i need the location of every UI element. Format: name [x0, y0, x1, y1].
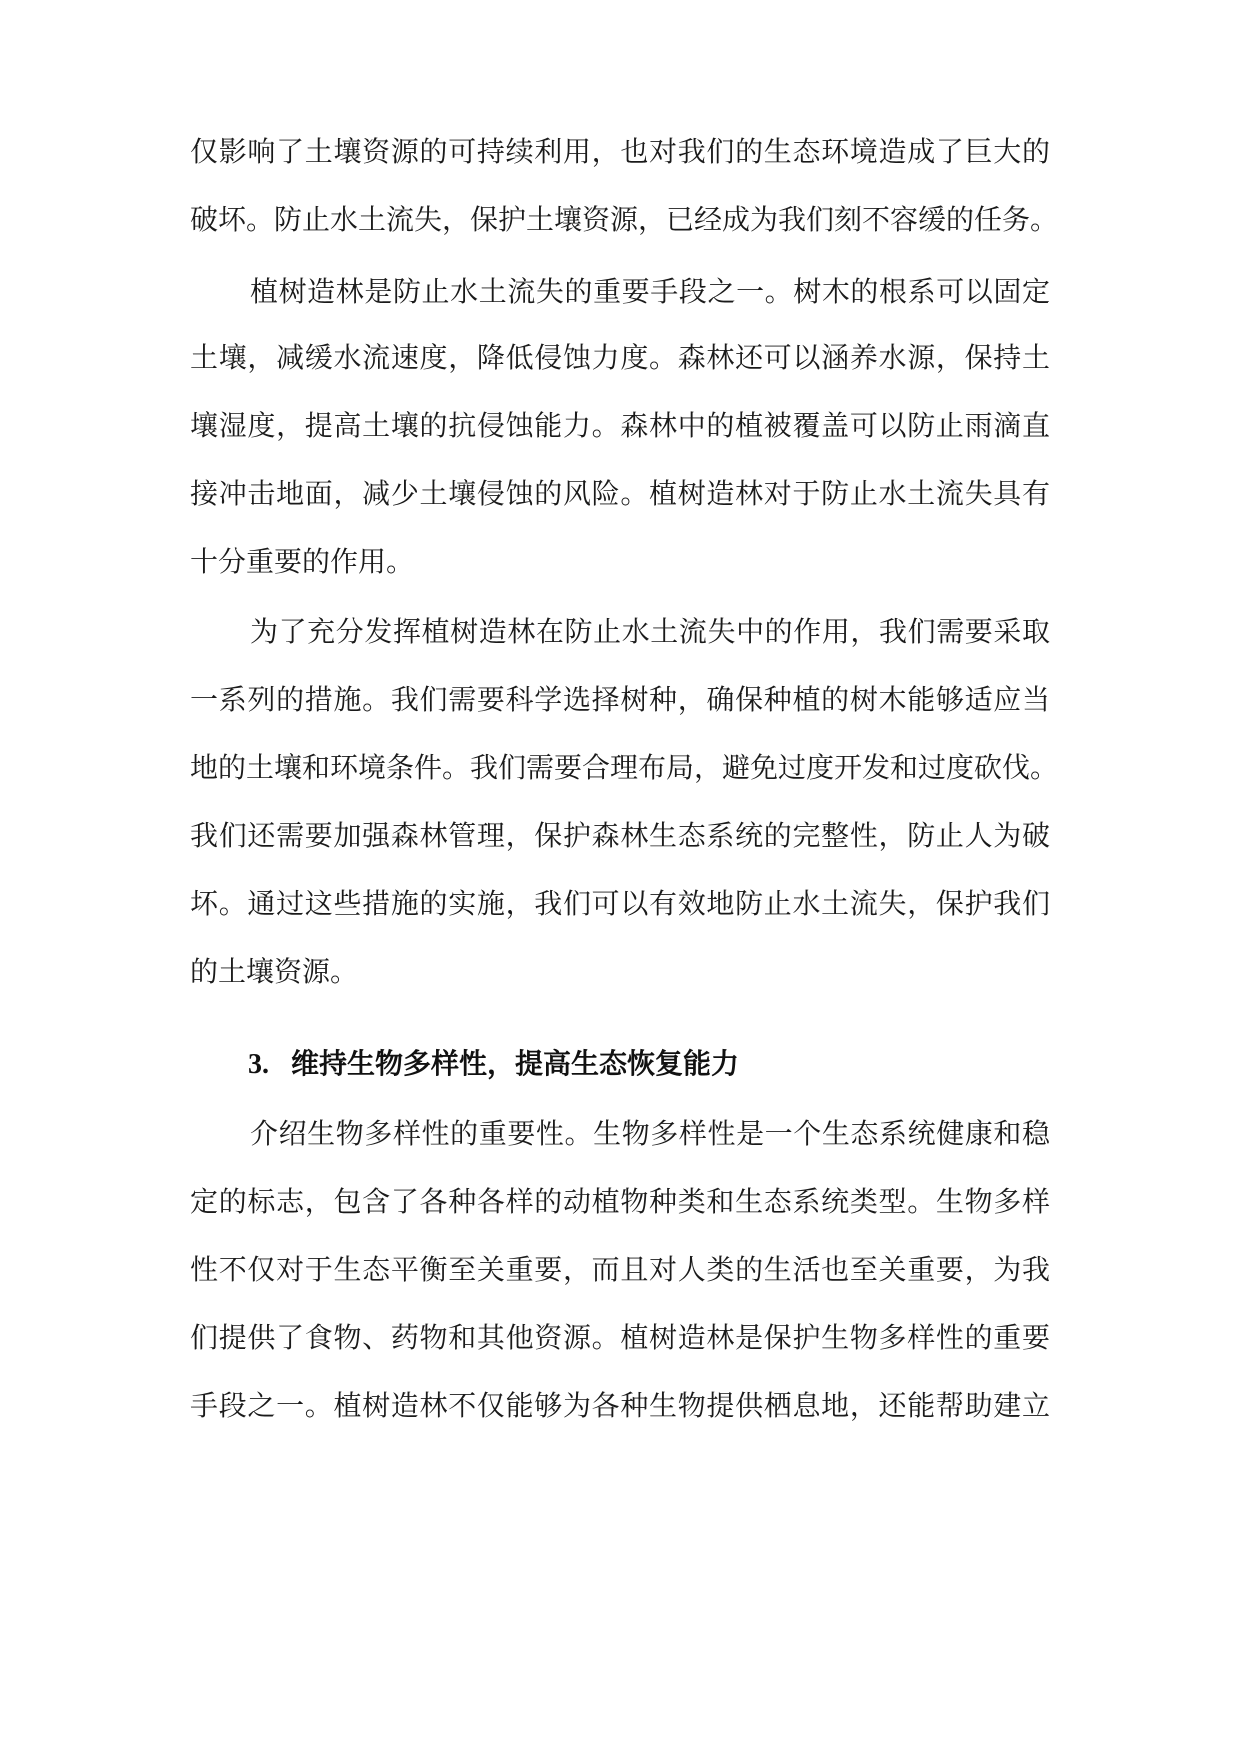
paragraph-line: 仅影响了土壤资源的可持续利用，也对我们的生态环境造成了巨大的 [190, 135, 1050, 168]
paragraph-line: 我们还需要加强森林管理，保护森林生态系统的完整性，防止人为破 [190, 819, 1050, 852]
paragraph-line: 定的标志，包含了各种各样的动植物种类和生态系统类型。生物多样 [190, 1185, 1050, 1218]
paragraph-line: 手段之一。植树造林不仅能够为各种生物提供栖息地，还能帮助建立 [190, 1389, 1050, 1422]
paragraph-line: 地的土壤和环境条件。我们需要合理布局，避免过度开发和过度砍伐。 [190, 751, 1059, 784]
paragraph-line: 接冲击地面，减少土壤侵蚀的风险。植树造林对于防止水土流失具有 [190, 477, 1050, 510]
paragraph-line: 破坏。防止水土流失，保护土壤资源，已经成为我们刻不容缓的任务。 [190, 203, 1059, 236]
section-number: 3. [248, 1049, 269, 1080]
paragraph-line: 一系列的措施。我们需要科学选择树种，确保种植的树木能够适应当 [190, 683, 1050, 716]
paragraph-line: 土壤，减缓水流速度，降低侵蚀力度。森林还可以涵养水源，保持土 [190, 341, 1050, 374]
paragraph-line: 的土壤资源。 [190, 955, 359, 988]
paragraph-line: 十分重要的作用。 [190, 545, 415, 578]
paragraph-line: 介绍生物多样性的重要性。生物多样性是一个生态系统健康和稳 [250, 1117, 1050, 1150]
paragraph-line: 性不仅对于生态平衡至关重要，而且对人类的生活也至关重要，为我 [190, 1253, 1050, 1286]
section-title: 维持生物多样性，提高生态恢复能力 [291, 1047, 740, 1080]
paragraph-line: 坏。通过这些措施的实施，我们可以有效地防止水土流失，保护我们 [190, 887, 1050, 920]
paragraph-line: 壤湿度，提高土壤的抗侵蚀能力。森林中的植被覆盖可以防止雨滴直 [190, 409, 1050, 442]
paragraph-line: 为了充分发挥植树造林在防止水土流失中的作用，我们需要采取 [250, 615, 1050, 648]
paragraph-line: 植树造林是防止水土流失的重要手段之一。树木的根系可以固定 [250, 275, 1050, 308]
paragraph-line: 们提供了食物、药物和其他资源。植树造林是保护生物多样性的重要 [190, 1321, 1050, 1354]
section-heading [248, 1044, 739, 1084]
